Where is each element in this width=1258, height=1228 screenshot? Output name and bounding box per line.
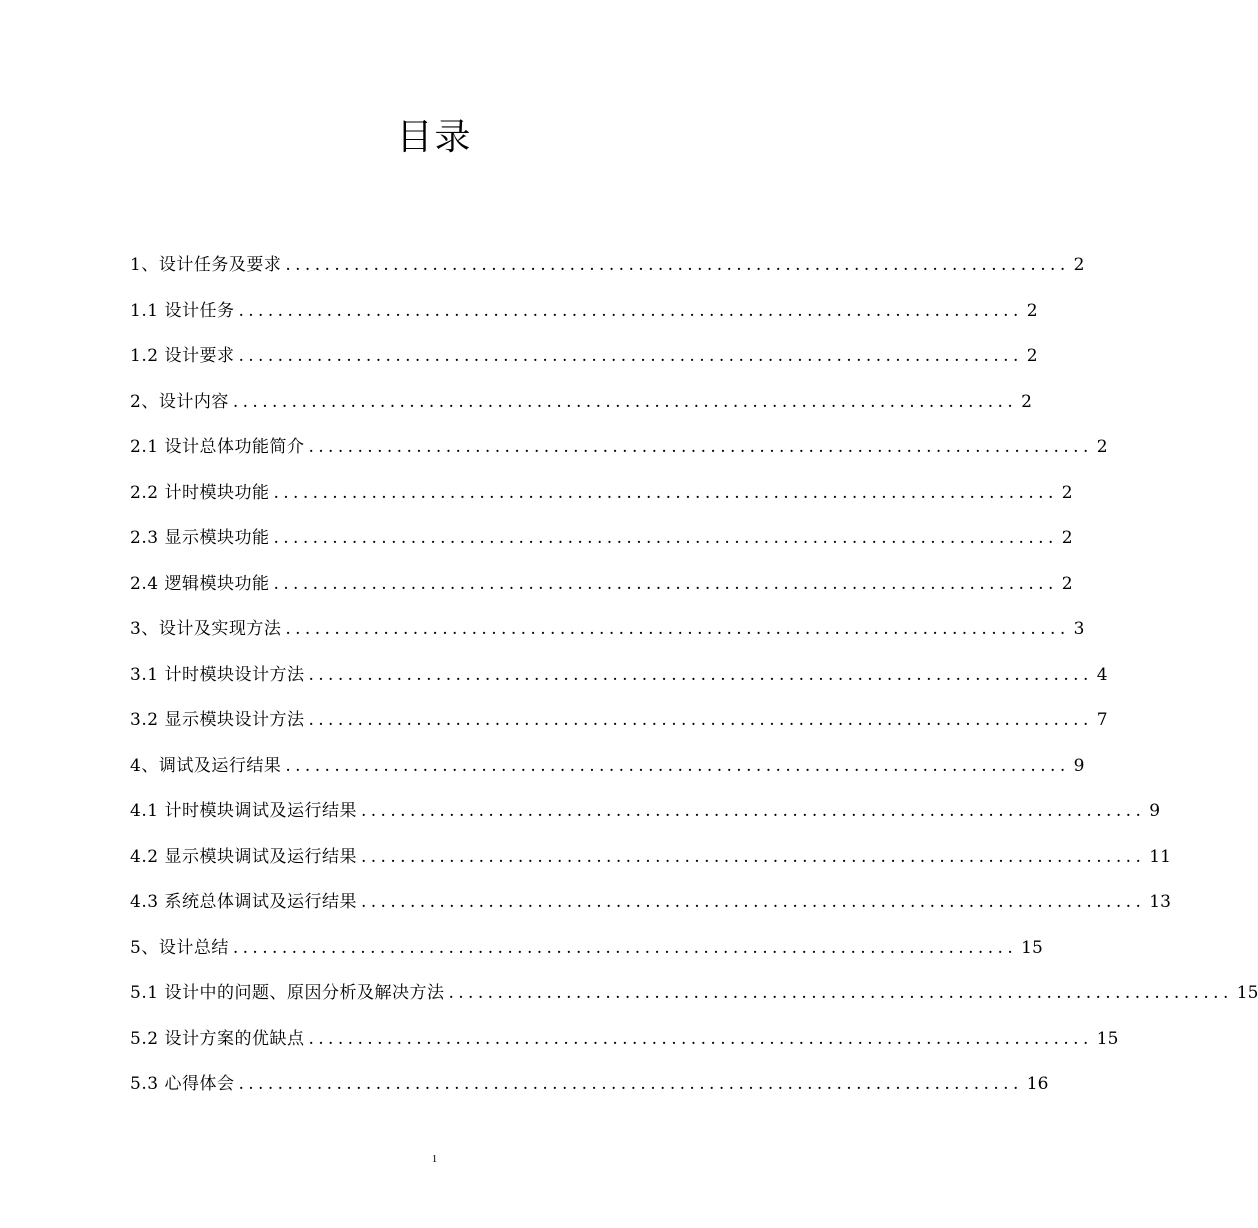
toc-entry[interactable] <box>130 880 1171 926</box>
page-number: 1 <box>431 1153 438 1165</box>
toc-entry-page: 15 <box>1021 937 1043 958</box>
toc-dot-leader: ................................................................................ <box>238 1074 1023 1094</box>
toc-dot-leader: ................................................................................ <box>360 846 1146 867</box>
toc-entry[interactable] <box>130 744 1085 790</box>
toc-entry-page: 2 <box>1061 482 1073 503</box>
toc-entry[interactable] <box>130 653 1108 699</box>
toc-dot-leader: ................................................................................ <box>360 801 1146 821</box>
toc-entry[interactable] <box>130 1062 1049 1108</box>
toc-entry-label: 5.3 心得体会 <box>130 1074 235 1094</box>
toc-entry-page: 15 <box>1096 1028 1119 1049</box>
toc-dot-leader: ................................................................................ <box>308 710 1093 730</box>
toc-entry-label: 1.2 设计要求 <box>130 346 235 366</box>
toc-entry-label: 2.3 显示模块功能 <box>130 528 270 548</box>
toc-entry[interactable] <box>130 562 1073 608</box>
toc-dot-leader: ................................................................................ <box>308 1028 1093 1049</box>
toc-dot-leader: ................................................................................ <box>360 892 1146 912</box>
toc-entry-label: 4.2 显示模块调试及运行结果 <box>130 846 357 867</box>
toc-entry-page: 2 <box>1073 255 1085 275</box>
toc-entry-label: 5、设计总结 <box>130 937 229 958</box>
toc-dot-leader: ................................................................................ <box>238 300 1023 321</box>
toc-entry-page: 11 <box>1149 846 1171 867</box>
toc-entry[interactable] <box>130 698 1108 744</box>
toc-entry-label: 2.4 逻辑模块功能 <box>130 573 270 594</box>
toc-entry-label: 1、设计任务及要求 <box>130 255 282 275</box>
toc-entry[interactable] <box>130 835 1171 881</box>
toc-entry-page: 9 <box>1149 801 1161 821</box>
toc-dot-leader: ................................................................................ <box>285 255 1070 275</box>
toc-entry-page: 16 <box>1026 1074 1049 1094</box>
toc-dot-leader: ................................................................................ <box>232 391 1018 412</box>
toc-entry-label: 5.1 设计中的问题、原因分析及解决方法 <box>130 983 445 1003</box>
toc-entry[interactable] <box>130 425 1108 471</box>
toc-entry-label: 2.2 计时模块功能 <box>130 482 270 503</box>
toc-entry-page: 13 <box>1149 892 1171 912</box>
toc-entry-label: 4.1 计时模块调试及运行结果 <box>130 801 357 821</box>
toc-entry[interactable] <box>130 334 1038 380</box>
toc-dot-leader: ................................................................................ <box>273 573 1058 594</box>
toc-dot-leader: ................................................................................ <box>285 619 1070 639</box>
toc-dot-leader: ................................................................................ <box>308 437 1093 457</box>
toc-entry[interactable] <box>130 1017 1119 1063</box>
toc-dot-leader: ................................................................................ <box>285 755 1070 776</box>
toc-entry-label: 1.1 设计任务 <box>130 300 235 321</box>
toc-entry[interactable] <box>130 516 1073 562</box>
toc-dot-leader: ................................................................................ <box>273 528 1058 548</box>
toc-entry-label: 5.2 设计方案的优缺点 <box>130 1028 305 1049</box>
toc-entry-page: 7 <box>1096 710 1108 730</box>
toc-entry[interactable] <box>130 471 1073 517</box>
table-of-contents <box>130 243 1258 1108</box>
toc-entry[interactable] <box>130 926 1043 972</box>
toc-entry-page: 2 <box>1026 300 1038 321</box>
toc-dot-leader: ................................................................................ <box>238 346 1023 366</box>
toc-entry-label: 3.2 显示模块设计方法 <box>130 710 305 730</box>
toc-entry-page: 3 <box>1073 619 1085 639</box>
toc-dot-leader: ................................................................................ <box>448 983 1233 1003</box>
toc-entry[interactable] <box>130 380 1032 426</box>
toc-dot-leader: ................................................................................ <box>308 664 1093 685</box>
toc-entry-page: 2 <box>1061 573 1073 594</box>
toc-entry-page: 2 <box>1096 437 1108 457</box>
page-title: 目录 <box>396 117 473 158</box>
toc-entry[interactable] <box>130 243 1085 289</box>
toc-entry-label: 3、设计及实现方法 <box>130 619 282 639</box>
toc-entry-label: 4、调试及运行结果 <box>130 755 282 776</box>
toc-entry-label: 2、设计内容 <box>130 391 229 412</box>
toc-entry-label: 3.1 计时模块设计方法 <box>130 664 305 685</box>
toc-entry-label: 4.3 系统总体调试及运行结果 <box>130 892 357 912</box>
toc-entry[interactable] <box>130 789 1161 835</box>
toc-entry-page: 15 <box>1236 983 1258 1003</box>
toc-entry-page: 2 <box>1021 391 1032 412</box>
toc-entry-page: 2 <box>1061 528 1073 548</box>
toc-entry[interactable] <box>130 971 1258 1017</box>
toc-dot-leader: ................................................................................ <box>232 937 1018 958</box>
toc-entry-label: 2.1 设计总体功能简介 <box>130 437 305 457</box>
toc-entry-page: 4 <box>1096 664 1108 685</box>
toc-entry-page: 9 <box>1073 755 1085 776</box>
toc-entry-page: 2 <box>1026 346 1038 366</box>
toc-entry[interactable] <box>130 607 1085 653</box>
toc-dot-leader: ................................................................................ <box>273 482 1058 503</box>
toc-entry[interactable] <box>130 289 1038 335</box>
